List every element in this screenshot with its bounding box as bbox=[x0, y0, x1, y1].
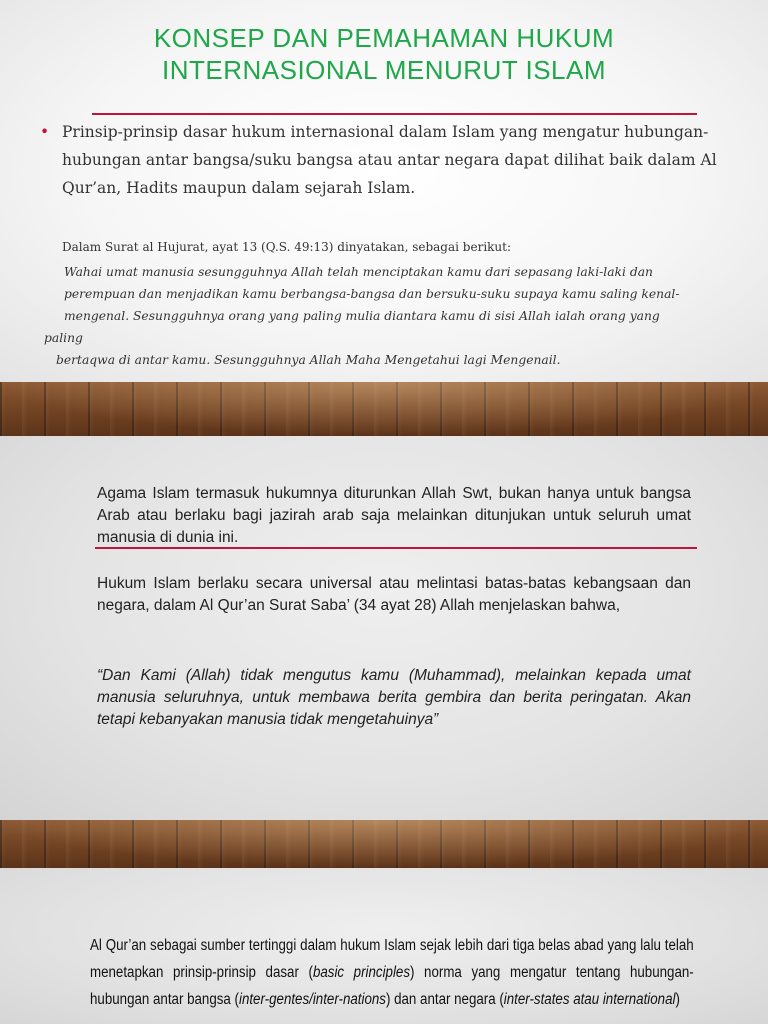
quote-saba: “Dan Kami (Allah) tidak mengutus kamu (Muhammad), melainkan kepada umat manusia seluruhnya, untuk membawa berita gembira dan berita peringatan. Akan tetapi kebanyakan manusia tidak mengetahuinya” bbox=[97, 667, 691, 728]
paragraph-quran-source bbox=[90, 932, 694, 1013]
slide-2 bbox=[0, 436, 768, 820]
wood-floor-divider bbox=[0, 820, 768, 868]
paragraph-universal-revelation: Agama Islam termasuk hukumnya diturunkan Allah Swt, bukan hanya untuk bangsa Arab atau berlaku bagi jazirah arab saja melainkan ditunjukan untuk seluruh umat manusia di dunia ini. bbox=[97, 485, 691, 546]
text-segment: ) bbox=[675, 991, 680, 1008]
term-basic-principles: basic principles bbox=[312, 964, 411, 981]
bullet-paragraph bbox=[40, 118, 752, 202]
bullet-text: Prinsip-prinsip dasar hukum internasional dalam Islam yang mengatur hubungan-hubungan antar bangsa/suku bangsa atau antar negara dapat dilihat baik dalam Al Qur’an, Hadits maupun dalam sejarah Islam. bbox=[62, 123, 717, 197]
verse-line: paling bbox=[44, 331, 83, 345]
text-segment: ) norma yang mengatur tentang hubungan-hubungan antar bangsa ( bbox=[90, 964, 694, 1008]
verse-quote bbox=[44, 261, 744, 371]
slide-title bbox=[0, 22, 768, 86]
slide-title-line-2: INTERNASIONAL MENURUT ISLAM bbox=[161, 55, 606, 85]
slide-1 bbox=[0, 0, 768, 382]
slide-3 bbox=[0, 868, 768, 1024]
slide-title-line-1: KONSEP DAN PEMAHAMAN HUKUM bbox=[153, 23, 615, 53]
term-international: inter-states atau international bbox=[503, 991, 676, 1008]
verse-line: Wahai umat manusia sesungguhnya Allah telah menciptakan kamu dari sepasang laki-laki dan bbox=[64, 265, 653, 279]
quote-intro: Dalam Surat al Hujurat, ayat 13 (Q.S. 49:13) dinyatakan, sebagai berikut: bbox=[62, 240, 512, 254]
verse-line: perempuan dan menjadikan kamu berbangsa-bangsa dan bersuku-suku supaya kamu saling kenal- bbox=[64, 287, 680, 301]
paragraph-universal-law: Hukum Islam berlaku secara universal atau melintasi batas-batas kebangsaan dan negara, dalam Al Qur’an Surat Saba’ (34 ayat 28) Allah menjelaskan bahwa, bbox=[97, 575, 691, 614]
wood-floor-divider bbox=[0, 382, 768, 436]
bullet-icon: • bbox=[40, 123, 50, 141]
term-inter-nations: inter-gentes/inter-nations bbox=[238, 991, 386, 1008]
text-segment: Al Qur’an sebagai sumber tertinggi dalam hukum Islam sejak lebih dari tiga belas abad yang lalu telah menetapkan prinsip-prinsip dasar ( bbox=[90, 937, 694, 981]
text-segment: ) dan antar negara ( bbox=[385, 991, 504, 1008]
title-divider bbox=[92, 113, 697, 115]
verse-line: mengenal. Sesungguhnya orang yang paling mulia diantara kamu di sisi Allah ialah orang yang bbox=[64, 309, 660, 323]
verse-line: bertaqwa di antar kamu. Sesungguhnya Allah Maha Mengetahui lagi Mengenail. bbox=[56, 353, 561, 367]
paragraph-divider bbox=[95, 547, 697, 549]
